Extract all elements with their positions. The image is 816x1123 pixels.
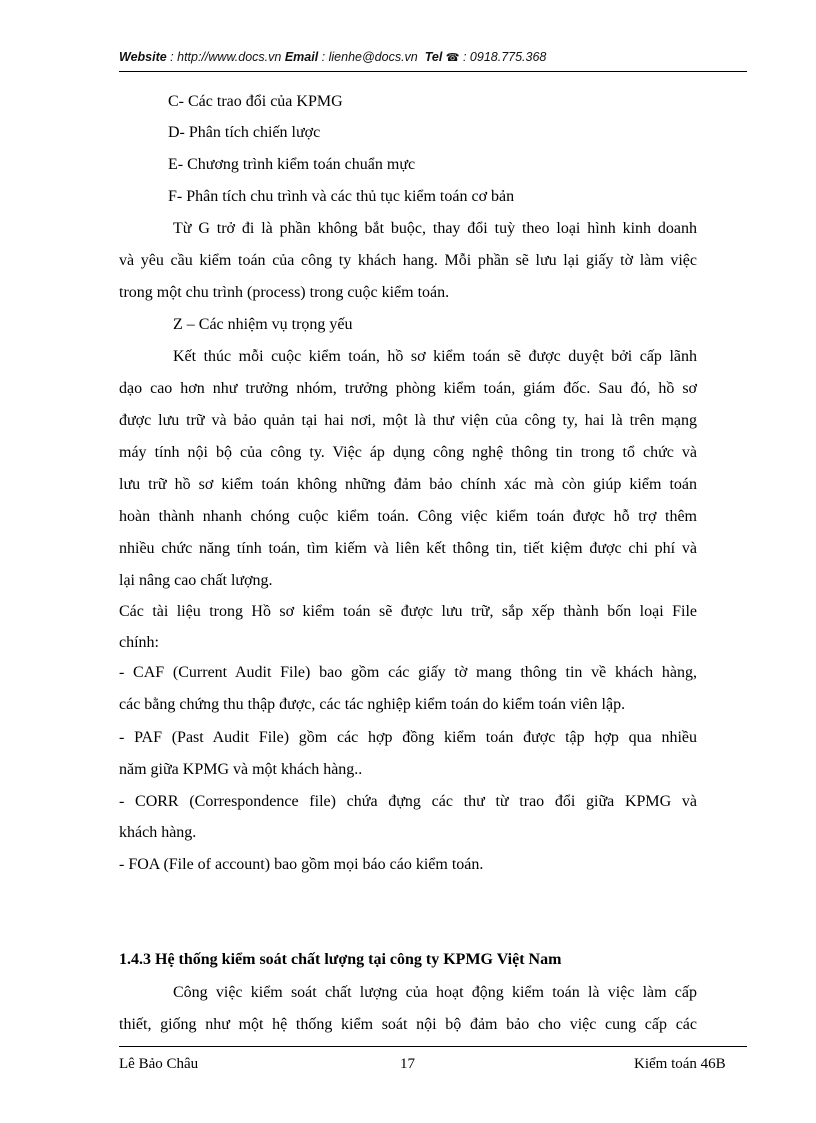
list-item-e: E- Chương trình kiểm toán chuẩn mực — [168, 156, 416, 173]
section-heading: 1.4.3 Hệ thống kiểm soát chất lượng tại công ty KPMG Việt Nam — [119, 951, 562, 968]
paragraph-line: và yêu cầu kiểm toán của công ty khách hang. Mỗi phần sẽ lưu lại giấy tờ làm việc — [119, 252, 697, 269]
footer-divider — [119, 1046, 747, 1047]
paragraph-line: hoàn thành nhanh chóng cuộc kiểm toán. Công việc kiểm toán được hỗ trợ thêm — [119, 508, 697, 525]
paragraph-line: Kết thúc mỗi cuộc kiểm toán, hồ sơ kiểm toán sẽ được duyệt bởi cấp lãnh — [173, 348, 697, 365]
email-value[interactable]: lienhe@docs.vn — [328, 50, 418, 64]
bullet-item-paf: - PAF (Past Audit File) gồm các hợp đồng kiểm toán được tập hợp qua nhiều — [119, 729, 697, 746]
paragraph-line: chính: — [119, 634, 159, 651]
tel-label: Tel — [424, 50, 443, 64]
paragraph-line: các bằng chứng thu thập được, các tác nghiệp kiểm toán do kiểm toán viên lập. — [119, 696, 626, 713]
phone-icon: ☎ — [445, 52, 460, 64]
footer-class: Kiểm toán 46B — [634, 1056, 726, 1072]
bullet-item-caf: - CAF (Current Audit File) bao gồm các giấy tờ mang thông tin về khách hàng, — [119, 664, 697, 681]
paragraph-line: dạo cao hơn như trưởng nhóm, trưởng phòng kiểm toán, giám đốc. Sau đó, hồ sơ — [119, 380, 697, 397]
paragraph-line: được lưu trữ và bảo quản tại hai nơi, một là thư viện của công ty, hai là trên mạng — [119, 412, 697, 429]
paragraph-line: máy tính nội bộ của công ty. Việc áp dụng công nghệ thông tin trong tổ chức và — [119, 444, 697, 461]
paragraph-line: Công việc kiểm soát chất lượng của hoạt động kiểm toán là việc làm cấp — [173, 984, 697, 1001]
paragraph-line: thiết, giống như một hệ thống kiểm soát nội bộ đảm bảo cho việc cung cấp các — [119, 1016, 697, 1033]
paragraph-line: Từ G trở đi là phần không bắt buộc, thay đổi tuỳ theo loại hình kinh doanh — [173, 220, 697, 237]
bullet-item-foa: - FOA (File of account) bao gồm mọi báo cáo kiểm toán. — [119, 856, 484, 873]
footer-author: Lê Bảo Châu — [119, 1056, 199, 1072]
list-item-c: C- Các trao đổi của KPMG — [168, 93, 343, 110]
page-number: 17 — [400, 1056, 415, 1072]
paragraph-line: Các tài liệu trong Hồ sơ kiểm toán sẽ được lưu trữ, sắp xếp thành bốn loại File — [119, 603, 697, 620]
tel-value: : 0918.775.368 — [459, 50, 547, 64]
page-header: Website : http://www.docs.vn Email : lienhe@docs.vn Tel ☎ : 0918.775.368 — [119, 50, 547, 64]
list-item-f: F- Phân tích chu trình và các thủ tục kiểm toán cơ bản — [168, 188, 515, 205]
header-divider — [119, 71, 747, 72]
list-item-d: D- Phân tích chiến lược — [168, 124, 321, 141]
email-label: Email — [284, 50, 319, 64]
list-item-z: Z – Các nhiệm vụ trọng yếu — [173, 316, 353, 333]
website-label: Website — [119, 50, 167, 64]
paragraph-line: năm giữa KPMG và một khách hàng.. — [119, 761, 363, 778]
paragraph-line: trong một chu trình (process) trong cuộc kiểm toán. — [119, 284, 450, 301]
paragraph-line: lại nâng cao chất lượng. — [119, 572, 273, 589]
paragraph-line: nhiều chức năng tính toán, tìm kiếm và liên kết thông tin, tiết kiệm được chi phí và — [119, 540, 697, 557]
paragraph-line: lưu trữ hồ sơ kiểm toán không những đảm bảo chính xác mà còn giúp kiểm toán — [119, 476, 697, 493]
bullet-item-corr: - CORR (Correspondence file) chứa đựng các thư từ trao đổi giữa KPMG và — [119, 793, 697, 810]
website-url[interactable]: http://www.docs.vn — [177, 50, 282, 64]
paragraph-line: khách hàng. — [119, 824, 197, 841]
